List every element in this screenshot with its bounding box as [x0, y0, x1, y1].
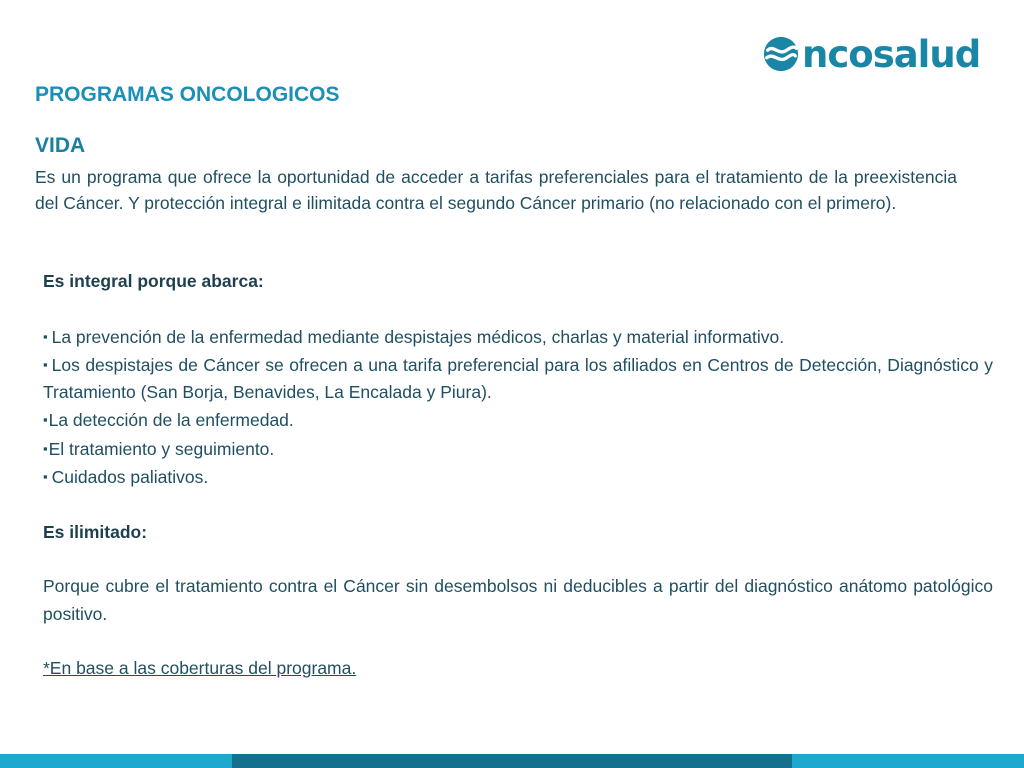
square-bullet-icon: ▪ [43, 412, 48, 428]
program-name: VIDA [35, 134, 86, 157]
list-item [43, 463, 993, 491]
footer-bar-segment-light [792, 754, 1024, 768]
program-details [43, 268, 993, 682]
unlimited-label: Es ilimitado: [43, 521, 148, 542]
logo-wordmark: ncosalud [802, 32, 981, 76]
spacer [43, 491, 993, 518]
list-item [43, 435, 993, 463]
list-item [43, 351, 993, 407]
list-item-text: Los despistajes de Cáncer se ofrecen a una tarifa preferencial para los afiliados en Centros de Detección, Diagnóstico y Tratamiento (San Borja, Benavides, La Encalada y Piura). [43, 354, 993, 403]
square-bullet-icon: ▪ [43, 328, 48, 344]
oncosalud-logo [762, 30, 1002, 78]
list-item-text: La detección de la enfermedad. [48, 410, 294, 431]
page-title: PROGRAMAS ONCOLOGICOS [35, 83, 340, 106]
list-item-text: Cuidados paliativos. [51, 467, 209, 488]
spacer [43, 295, 993, 322]
program-intro: Es un programa que ofrece la oportunidad de acceder a tarifas preferenciales para el tratamiento de la preexistencia del Cáncer. Y protección integral e ilimitada contra el segundo Cáncer primario (no relacionado con el primero). [35, 167, 957, 213]
integral-label: Es integral porque abarca: [43, 271, 264, 291]
footer-color-bar [0, 754, 1024, 768]
list-item [43, 323, 993, 351]
footer-bar-segment-light [0, 754, 232, 768]
oncosalud-o-mark-icon [762, 35, 800, 73]
square-bullet-icon: ▪ [43, 440, 48, 456]
unlimited-text: Porque cubre el tratamiento contra el Cáncer sin desembolsos ni deducibles a partir del diagnóstico anátomo patológico positivo. [43, 576, 993, 624]
list-item-text: La prevención de la enfermedad mediante despistajes médicos, charlas y material informativo. [51, 326, 785, 347]
list-item [43, 406, 993, 434]
square-bullet-icon: ▪ [43, 356, 48, 372]
spacer [43, 546, 993, 573]
coverage-footnote: *En base a las coberturas del programa. [43, 658, 357, 679]
footer-bar-segment-dark [232, 754, 792, 768]
square-bullet-icon: ▪ [43, 469, 48, 485]
spacer [43, 628, 993, 655]
list-item-text: El tratamiento y seguimiento. [48, 438, 275, 459]
